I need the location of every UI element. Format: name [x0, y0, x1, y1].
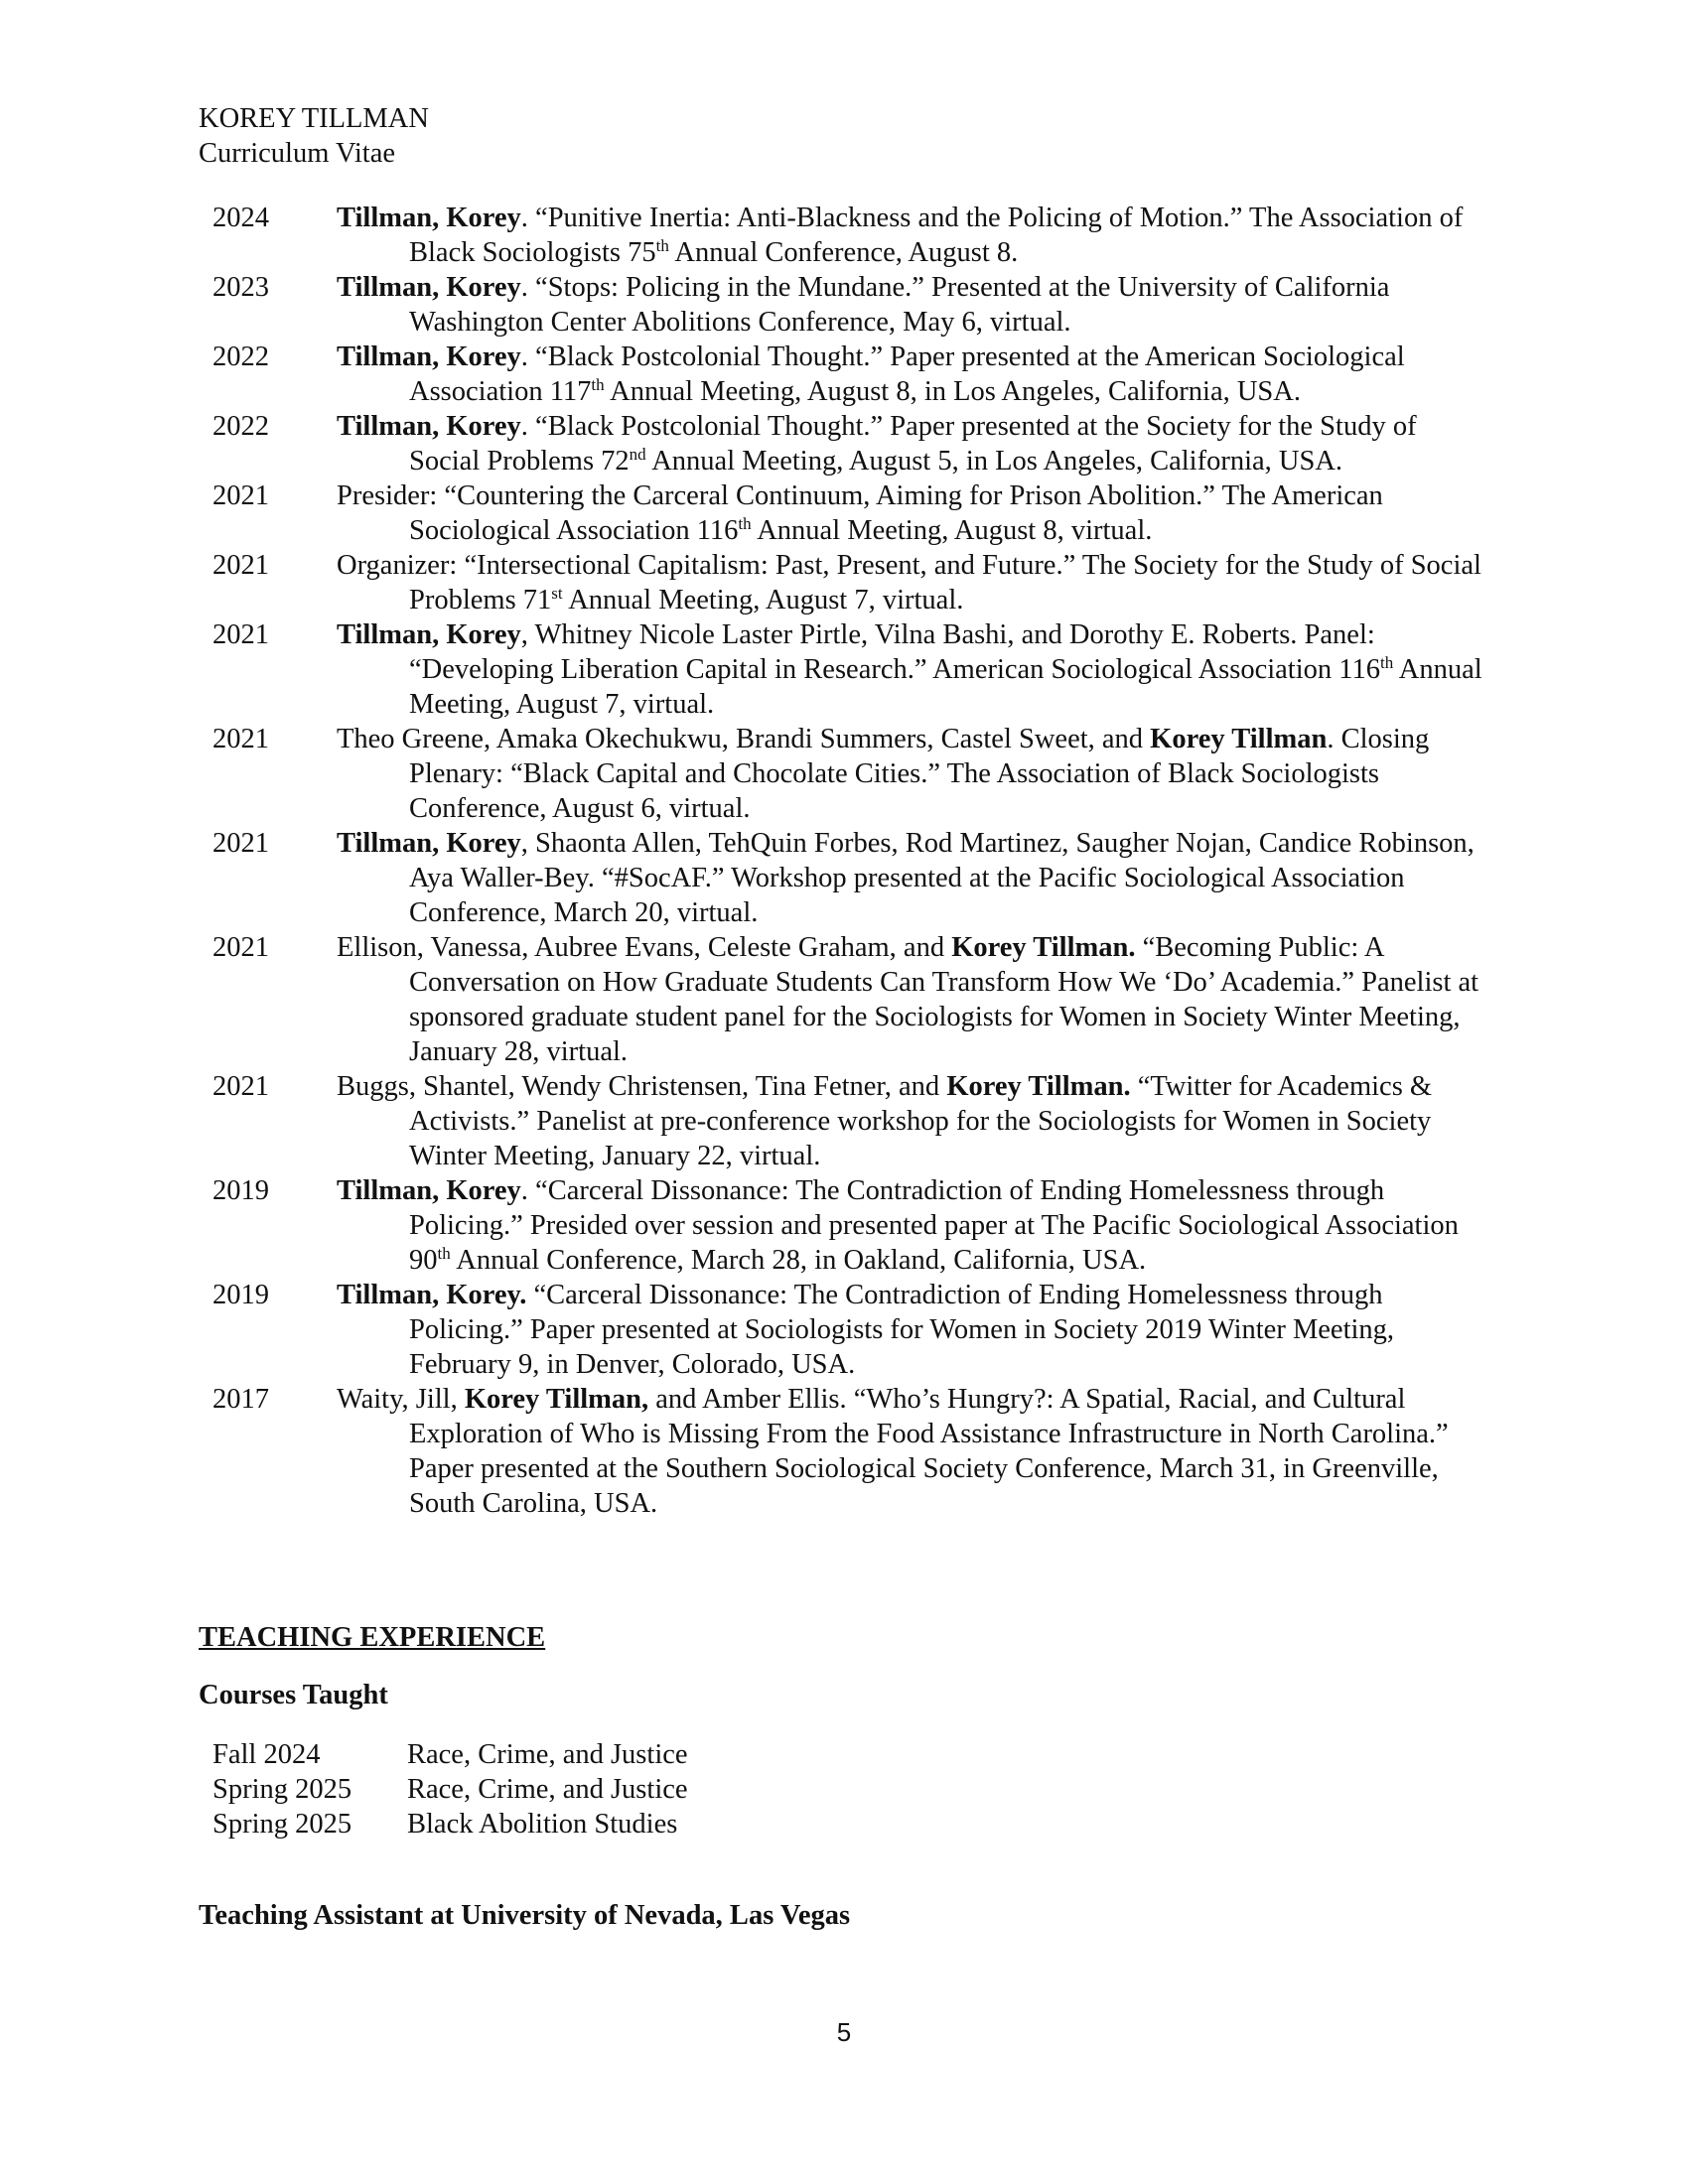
- presentation-year: 2017: [212, 1384, 269, 1415]
- presentation-year: 2021: [212, 1071, 269, 1102]
- author-highlight: Tillman, Korey: [337, 203, 521, 233]
- presentation-entry: [199, 1278, 1489, 1382]
- course-name: Race, Crime, and Justice: [407, 1774, 688, 1805]
- course-row: [212, 1807, 688, 1842]
- citation-text: Buggs, Shantel, Wendy Christensen, Tina Fetner, and: [337, 1071, 947, 1102]
- presentation-citation: [337, 201, 1489, 270]
- presentation-year: 2021: [212, 550, 269, 581]
- section-title-teaching: TEACHING EXPERIENCE: [199, 1622, 546, 1653]
- presentation-citation: [337, 1382, 1489, 1521]
- presentation-entry: [199, 722, 1489, 826]
- author-highlight: Tillman, Korey: [337, 411, 521, 442]
- course-term: Spring 2025: [212, 1809, 352, 1840]
- author-highlight: Korey Tillman.: [946, 1071, 1131, 1102]
- course-name: Race, Crime, and Justice: [407, 1739, 688, 1770]
- ordinal-suffix: th: [437, 1244, 451, 1263]
- citation-text: . “Black Postcolonial Thought.” Paper presented at the Society for the Study of Social Problems 72: [409, 411, 1417, 477]
- citation-text: Annual Meeting, August 8, virtual.: [751, 515, 1153, 546]
- presentation-citation: [337, 340, 1489, 409]
- citation-text: Theo Greene, Amaka Okechukwu, Brandi Summers, Castel Sweet, and: [337, 724, 1151, 754]
- presentation-citation: [337, 478, 1489, 548]
- author-highlight: Korey Tillman,: [464, 1384, 649, 1415]
- citation-text: , Whitney Nicole Laster Pirtle, Vilna Bashi, and Dorothy E. Roberts. Panel: “Developing Liberation Capital in Research.” American Sociological Association 116: [409, 619, 1380, 685]
- presentation-year: 2019: [212, 1175, 269, 1206]
- author-highlight: Tillman, Korey: [337, 341, 521, 372]
- course-row: [212, 1772, 688, 1807]
- presentation-citation: [337, 409, 1489, 478]
- citation-text: Presider: “Countering the Carceral Continuum, Aiming for Prison Abolition.” The American Sociological Association 116: [337, 480, 1383, 546]
- presentation-citation: [337, 548, 1489, 617]
- citation-text: and Amber Ellis. “Who’s Hungry?: A Spatial, Racial, and Cultural Exploration of Who is Missing From the Food Assistance Infrastructure in North Carolina.” Paper presented at the Southern Sociological Society Conference, March 31, in Greenville, South Carolina, USA.: [409, 1384, 1449, 1519]
- citation-text: “Twitter for Academics & Activists.” Panelist at pre-conference workshop for the Sociologists for Women in Society Winter Meeting, January 22, virtual.: [409, 1071, 1433, 1171]
- citation-text: Annual Meeting, August 7, virtual.: [562, 585, 964, 615]
- ordinal-suffix: nd: [629, 445, 646, 464]
- course-term: Spring 2025: [212, 1774, 352, 1805]
- citation-text: . Closing Plenary: “Black Capital and Chocolate Cities.” The Association of Black Sociologists Conference, August 6, virtual.: [409, 724, 1430, 824]
- presentation-entry: [199, 617, 1489, 722]
- citation-text: Annual Meeting, August 5, in Los Angeles, California, USA.: [645, 446, 1343, 477]
- courses-list: [212, 1737, 688, 1842]
- presentation-entry: [199, 340, 1489, 409]
- author-highlight: Tillman, Korey: [337, 619, 521, 650]
- citation-text: . “Stops: Policing in the Mundane.” Presented at the University of California Washington Center Abolitions Conference, May 6, virtual.: [409, 272, 1390, 338]
- citation-text: “Carceral Dissonance: The Contradiction of Ending Homelessness through Policing.” Paper presented at Sociologists for Women in Society 2019 Winter Meeting, February 9, in Denver, Colorado, USA.: [409, 1280, 1395, 1380]
- presentation-year: 2023: [212, 272, 269, 303]
- presentation-citation: [337, 1278, 1489, 1382]
- presentation-citation: [337, 930, 1489, 1069]
- presentation-entry: [199, 478, 1489, 548]
- presentation-year: 2024: [212, 203, 269, 233]
- presentation-year: 2021: [212, 619, 269, 650]
- course-term: Fall 2024: [212, 1739, 321, 1770]
- citation-text: Waity, Jill,: [337, 1384, 465, 1415]
- citation-text: Annual Meeting, August 8, in Los Angeles, California, USA.: [604, 376, 1301, 407]
- citation-text: . “Punitive Inertia: Anti-Blackness and the Policing of Motion.” The Association of Black Sociologists 75: [409, 203, 1464, 268]
- presentations-list: [199, 201, 1489, 1521]
- presentation-entry: [199, 409, 1489, 478]
- presentation-citation: [337, 270, 1489, 340]
- ordinal-suffix: th: [591, 375, 605, 394]
- presentation-year: 2021: [212, 932, 269, 963]
- presentation-year: 2021: [212, 480, 269, 511]
- citation-text: . “Carceral Dissonance: The Contradiction of Ending Homelessness through Policing.” Presided over session and presented paper at The Pacific Sociological Association 90: [409, 1175, 1459, 1276]
- page-number: 5: [836, 2017, 852, 2047]
- presentation-citation: [337, 826, 1489, 930]
- presentation-citation: [337, 722, 1489, 826]
- presentation-citation: [337, 1069, 1489, 1173]
- citation-text: “Becoming Public: A Conversation on How Graduate Students Can Transform How We ‘Do’ Academia.” Panelist at sponsored graduate student panel for the Sociologists for Women in Society Winter Meeting, January 28, virtual.: [409, 932, 1479, 1067]
- author-highlight: Tillman, Korey.: [337, 1280, 527, 1310]
- course-name: Black Abolition Studies: [407, 1809, 678, 1840]
- page-header: [199, 101, 429, 171]
- presentation-entry: [199, 548, 1489, 617]
- author-name: KOREY TILLMAN: [199, 103, 429, 134]
- citation-text: Annual Meeting, August 7, virtual.: [409, 654, 1482, 720]
- presentation-entry: [199, 1069, 1489, 1173]
- author-highlight: Korey Tillman.: [951, 932, 1136, 963]
- teaching-assistant-heading: Teaching Assistant at University of Nevada, Las Vegas: [199, 1900, 851, 1931]
- author-highlight: Korey Tillman: [1150, 724, 1328, 754]
- document-subtitle: Curriculum Vitae: [199, 138, 396, 169]
- presentation-year: 2022: [212, 411, 269, 442]
- presentation-year: 2019: [212, 1280, 269, 1310]
- presentation-entry: [199, 1173, 1489, 1278]
- author-highlight: Tillman, Korey: [337, 272, 521, 303]
- presentation-entry: [199, 826, 1489, 930]
- presentation-citation: [337, 1173, 1489, 1278]
- ordinal-suffix: th: [738, 514, 752, 533]
- author-highlight: Tillman, Korey: [337, 1175, 521, 1206]
- ordinal-suffix: th: [1379, 653, 1394, 672]
- citation-text: . “Black Postcolonial Thought.” Paper presented at the American Sociological Association 117: [409, 341, 1405, 407]
- citation-text: , Shaonta Allen, TehQuin Forbes, Rod Martinez, Saugher Nojan, Candice Robinson, Aya Waller-Bey. “#SocAF.” Workshop presented at the Pacific Sociological Association Conference, March 20, virtual.: [409, 828, 1475, 928]
- citation-text: Annual Conference, March 28, in Oakland, California, USA.: [450, 1245, 1147, 1276]
- courses-taught-heading: Courses Taught: [199, 1680, 388, 1710]
- presentation-year: 2021: [212, 828, 269, 859]
- course-row: [212, 1737, 688, 1772]
- ordinal-suffix: st: [551, 584, 563, 603]
- citation-text: Organizer: “Intersectional Capitalism: Past, Present, and Future.” The Society for the Study of Social Problems 71: [337, 550, 1481, 615]
- presentation-year: 2022: [212, 341, 269, 372]
- ordinal-suffix: th: [655, 236, 669, 255]
- presentation-entry: [199, 930, 1489, 1069]
- citation-text: Ellison, Vanessa, Aubree Evans, Celeste Graham, and: [337, 932, 952, 963]
- presentation-entry: [199, 201, 1489, 270]
- citation-text: Annual Conference, August 8.: [668, 237, 1019, 268]
- presentation-entry: [199, 1382, 1489, 1521]
- presentation-citation: [337, 617, 1489, 722]
- presentation-entry: [199, 270, 1489, 340]
- presentation-year: 2021: [212, 724, 269, 754]
- author-highlight: Tillman, Korey: [337, 828, 521, 859]
